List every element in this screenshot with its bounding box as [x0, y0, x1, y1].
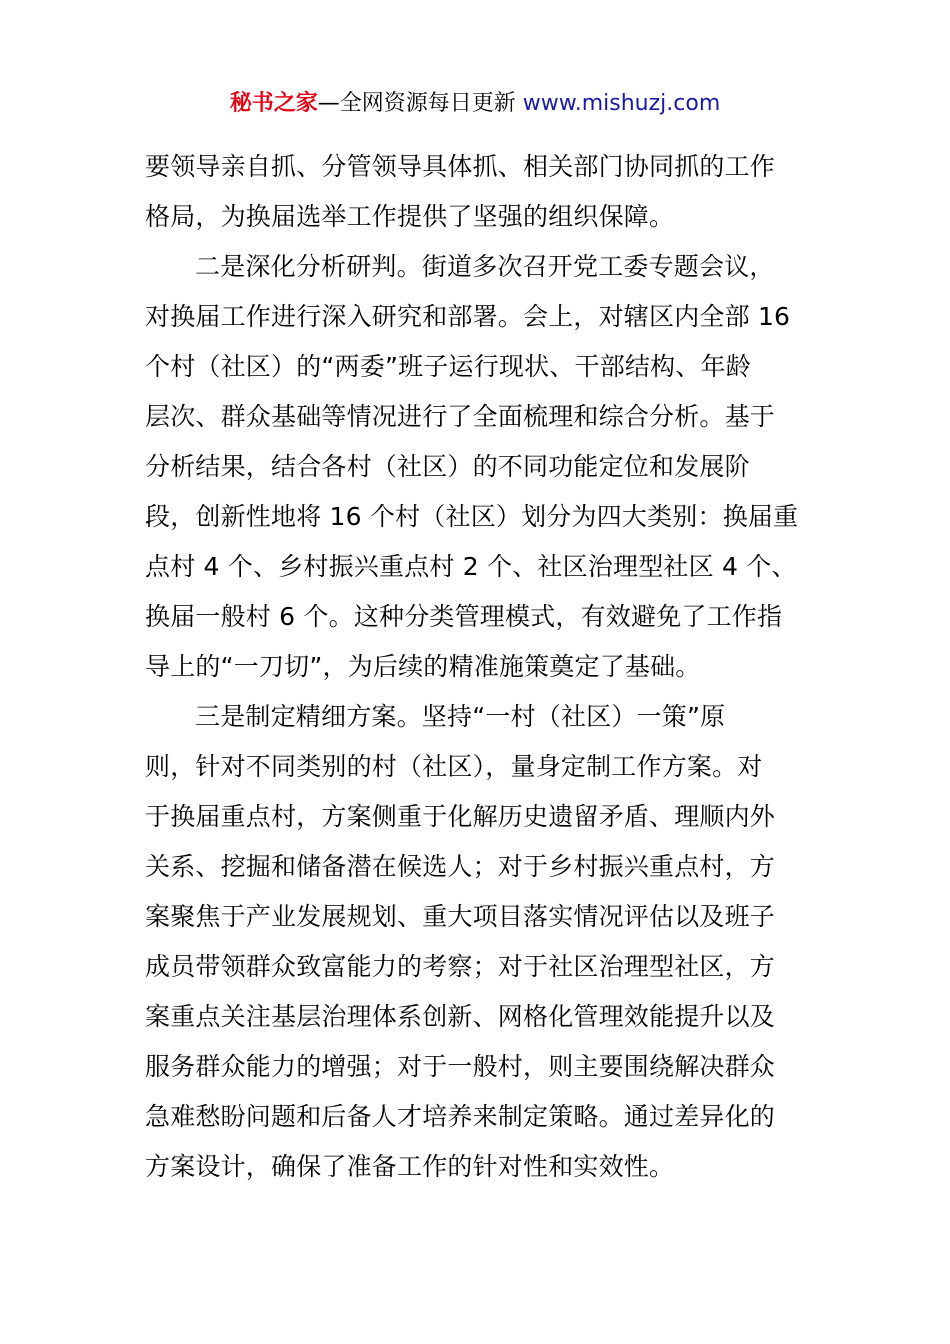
text-line: 段，创新性地将 16 个村（社区）划分为四大类别：换届重 [145, 502, 799, 531]
header-tagline: —全网资源每日更新 [317, 91, 516, 116]
text-line: 关系、挖掘和储备潜在候选人；对于乡村振兴重点村，方 [145, 852, 776, 881]
text-line: 则，针对不同类别的村（社区），量身定制工作方案。对 [145, 752, 763, 781]
text-line: 分析结果，结合各村（社区）的不同功能定位和发展阶 [145, 452, 750, 481]
text-line: 要领导亲自抓、分管领导具体抓、相关部门协同抓的工作 [145, 152, 776, 181]
site-header [0, 88, 950, 120]
text-line: 案聚焦于产业发展规划、重大项目落实情况评估以及班子 [145, 902, 776, 931]
text-line: 急难愁盼问题和后备人才培养来制定策略。通过差异化的 [145, 1102, 776, 1131]
text-line: 点村 4 个、乡村振兴重点村 2 个、社区治理型社区 4 个、 [145, 552, 797, 581]
text-line: 于换届重点村，方案侧重于化解历史遗留矛盾、理顺内外 [145, 802, 776, 831]
text-line: 服务群众能力的增强；对于一般村，则主要围绕解决群众 [145, 1052, 776, 1081]
text-line: 成员带领群众致富能力的考察；对于社区治理型社区，方 [145, 952, 776, 981]
paragraph-start-line: 二是深化分析研判。街道多次召开党工委专题会议， [195, 252, 775, 281]
text-line: 层次、群众基础等情况进行了全面梳理和综合分析。基于 [145, 402, 776, 431]
text-line: 格局，为换届选举工作提供了坚强的组织保障。 [145, 202, 675, 231]
paragraph-start-line: 三是制定精细方案。坚持“一村（社区）一策”原 [195, 702, 726, 731]
document-body [145, 142, 815, 1192]
text-line: 换届一般村 6 个。这种分类管理模式，有效避免了工作指 [145, 602, 783, 631]
text-line: 个村（社区）的“两委”班子运行现状、干部结构、年龄 [145, 352, 751, 381]
text-line: 导上的“一刀切”，为后续的精准施策奠定了基础。 [145, 652, 701, 681]
brand-name: 秘书之家 [229, 91, 318, 116]
site-url-link[interactable]: www.mishuzj.com [522, 91, 721, 116]
text-line: 案重点关注基层治理体系创新、网格化管理效能提升以及 [145, 1002, 776, 1031]
text-line: 方案设计，确保了准备工作的针对性和实效性。 [145, 1152, 675, 1181]
text-line: 对换届工作进行深入研究和部署。会上，对辖区内全部 16 [145, 302, 791, 331]
